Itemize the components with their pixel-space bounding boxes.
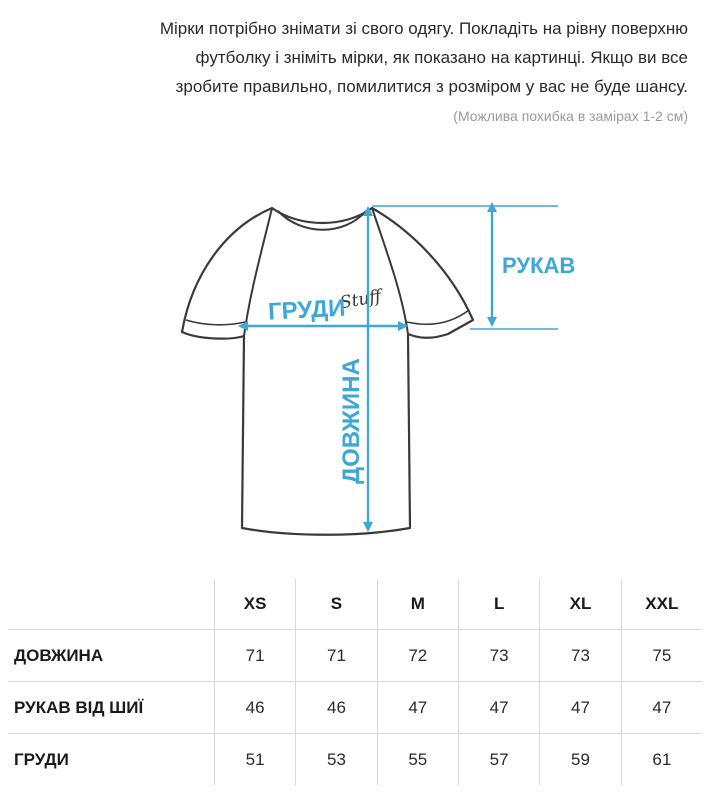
chest-label: ГРУДИ — [267, 294, 347, 326]
table-cell: 47 — [621, 682, 702, 734]
table-row — [8, 630, 702, 682]
intro-line: зробите правильно, помилитися з розміром у вас не буде шансу. — [175, 77, 688, 96]
row-label: РУКАВ ВІД ШИЇ — [8, 682, 214, 734]
table-cell: 73 — [458, 630, 539, 682]
table-row — [8, 734, 702, 786]
size-header: M — [377, 579, 458, 630]
sleeve-cuff-left — [186, 320, 245, 325]
row-label: ГРУДИ — [8, 734, 214, 786]
sleeve-cuff-right — [407, 310, 469, 324]
collar-line — [278, 211, 366, 230]
size-table — [8, 579, 702, 785]
table-row — [8, 682, 702, 734]
table-corner-cell — [8, 579, 214, 630]
table-cell: 59 — [540, 734, 621, 786]
logo-text: Stuff — [338, 286, 383, 314]
table-cell: 46 — [296, 682, 377, 734]
size-header: XS — [214, 579, 295, 630]
table-cell: 57 — [458, 734, 539, 786]
table-cell: 47 — [458, 682, 539, 734]
tshirt-svg — [0, 190, 712, 550]
row-label: ДОВЖИНА — [8, 630, 214, 682]
length-label: ДОВЖИНА — [338, 358, 365, 484]
size-header: XXL — [621, 579, 702, 630]
table-cell: 71 — [296, 630, 377, 682]
table-cell: 61 — [621, 734, 702, 786]
table-cell: 46 — [214, 682, 295, 734]
table-cell: 47 — [377, 682, 458, 734]
table-cell: 53 — [296, 734, 377, 786]
size-header: XL — [540, 579, 621, 630]
raglan-seam-right — [372, 208, 408, 334]
size-header: L — [458, 579, 539, 630]
table-cell: 71 — [214, 630, 295, 682]
table-cell: 73 — [540, 630, 621, 682]
intro-line: Мірки потрібно знімати зі свого одягу. Покладіть на рівну поверхню — [159, 19, 688, 38]
tshirt-diagram — [0, 190, 712, 550]
intro-line: футболку і зніміть мірки, як показано на картинці. Якщо ви все — [195, 48, 688, 67]
sleeve-label: РУКАВ — [502, 253, 576, 278]
table-header-row — [8, 579, 702, 630]
table-cell: 55 — [377, 734, 458, 786]
tshirt-outline — [182, 208, 473, 535]
measurement-note: (Можлива похибка в замірах 1-2 см) — [453, 108, 688, 124]
table-cell: 51 — [214, 734, 295, 786]
table-cell: 72 — [377, 630, 458, 682]
table-cell: 75 — [621, 630, 702, 682]
table-cell: 47 — [540, 682, 621, 734]
intro-text — [28, 14, 688, 101]
size-header: S — [296, 579, 377, 630]
